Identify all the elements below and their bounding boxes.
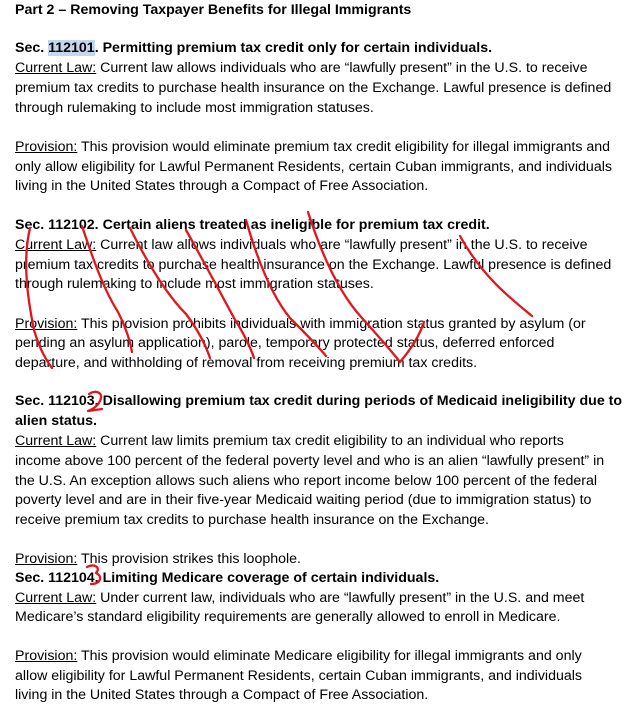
- current-law-text: Current law allows individuals who are “lawfully present” in the U.S. to receive: [96, 237, 588, 253]
- provision-line: departure, and withholding of removal from receiving premium tax credits.: [15, 355, 478, 371]
- provision-line: living in the United States through a Compact of Free Association.: [15, 687, 429, 703]
- section-heading-112103-cont: alien status.: [15, 413, 98, 429]
- provision-label: Provision:: [15, 648, 78, 664]
- section-title: . Permitting premium tax credit only for certain individuals.: [94, 40, 493, 56]
- section-heading-112102: Sec. 112102. Certain aliens treated as ineligible for premium tax credit.: [15, 217, 490, 233]
- current-law-line: premium tax credits to purchase health insurance on the Exchange. Lawful presence is defined: [15, 80, 612, 96]
- section-prefix: Sec.: [15, 40, 45, 56]
- provision-line: living in the United States through a Compact of Free Association.: [15, 178, 429, 194]
- current-law-line: receive premium tax credits to purchase health insurance on the Exchange.: [15, 512, 489, 528]
- highlighted-section-number: 112101: [48, 40, 95, 56]
- current-law-label: Current Law:: [15, 433, 97, 449]
- current-law-line: poverty level and are in their five-year Medicaid waiting period (due to immigration status) to: [15, 492, 592, 508]
- section-heading-112104: Sec. 112104. Limiting Medicare coverage of certain individuals.: [15, 570, 440, 586]
- provision-line: [15, 138, 610, 158]
- section-heading-112101: [15, 39, 492, 59]
- current-law-line: Medicare’s standard eligibility requirements are generally allowed to enroll in Medicare.: [15, 609, 561, 625]
- current-law-line: [15, 589, 584, 609]
- current-law-text: Under current law, individuals who are “lawfully present” in the U.S. and meet: [96, 590, 585, 606]
- current-law-text: Current law limits premium tax credit eligibility to an individual who reports: [96, 433, 564, 449]
- provision-line: [15, 315, 586, 335]
- current-law-line: [15, 432, 564, 452]
- provision-line: [15, 647, 582, 667]
- current-law-label: Current Law:: [15, 590, 97, 606]
- current-law-line: the U.S. An exception allows such aliens who report income below 100 percent of the federal: [15, 473, 598, 489]
- current-law-text: Current law allows individuals who are “lawfully present” in the U.S. to receive: [96, 60, 588, 76]
- current-law-label: Current Law:: [15, 60, 97, 76]
- provision-line: pending an asylum application), parole, temporary protected status, deferred enforced: [15, 335, 555, 351]
- part-title: Part 2 – Removing Taxpayer Benefits for Illegal Immigrants: [15, 2, 412, 18]
- section-heading-112103: Sec. 112103. Disallowing premium tax credit during periods of Medicaid ineligibility due to: [15, 393, 623, 409]
- current-law-label: Current Law:: [15, 237, 97, 253]
- current-law-line: [15, 236, 587, 256]
- current-law-line: premium tax credits to purchase health insurance on the Exchange. Lawful presence is defined: [15, 257, 612, 273]
- provision-text: This provision would eliminate premium tax credit eligibility for illegal immigrants and: [77, 139, 611, 155]
- provision-label: Provision:: [15, 139, 78, 155]
- current-law-line: through rulemaking to include most immigration statuses.: [15, 276, 374, 292]
- provision-label: Provision:: [15, 551, 78, 567]
- provision-line: only allow eligibility for Lawful Permanent Residents, certain Cuban immigrants, and individuals: [15, 159, 612, 175]
- current-law-line: [15, 59, 587, 79]
- provision-text: This provision would eliminate Medicare eligibility for illegal immigrants and only: [77, 648, 582, 664]
- provision-text: This provision prohibits individuals with immigration status granted by asylum (or: [77, 316, 586, 332]
- provision-line: allow eligibility for Lawful Permanent Residents, certain Cuban immigrants, and individuals: [15, 668, 582, 684]
- provision-label: Provision:: [15, 316, 78, 332]
- provision-text: This provision strikes this loophole.: [77, 551, 301, 567]
- current-law-line: through rulemaking to include most immigration statuses.: [15, 100, 374, 116]
- current-law-line: income above 100 percent of the federal poverty level and who is an alien “lawfully present” in: [15, 453, 605, 469]
- provision-line: [15, 550, 301, 570]
